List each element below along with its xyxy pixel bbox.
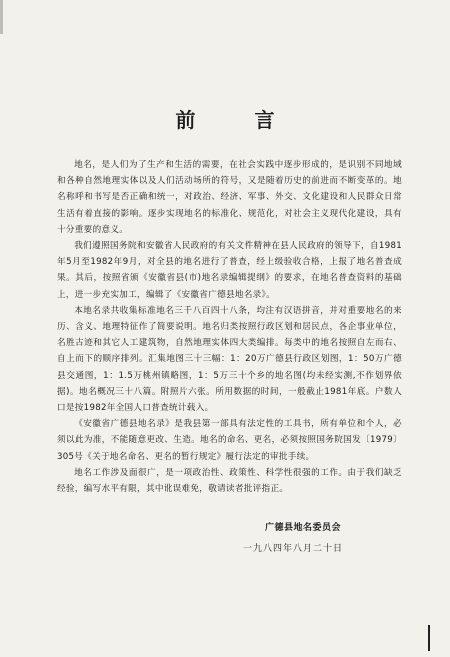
paragraph-2: 我们遵照国务院和安徽省人民政府的有关文件精神在县人民政府的领导下，自1981年5月至1982年9月，对全县的地名进行了普查，经上级验收合格，上报了地名普查成果。其后，按照省颁《安徽省县(市)地名录编辑提纲》的要求，在地名普查资料的基础上，进一步充实加工，编辑了《安徽省广德县地名录》。 xyxy=(57,241,402,300)
paragraph-1: 地名，是人们为了生产和生活的需要，在社会实践中逐步形成的，是识别不同地域和各种自然地理实体以及人们活动场所的符号，又是随着历史的前进而不断变革的。地名称呼和书写是否正确和统一，对政治、经济、军事、外交、文化建设和人民群众日常生活有着直接的影响。逐步实现地名的标准化、规范化，对社会主义现代化建设，具有十分重要的意义。 xyxy=(57,160,402,235)
paragraph-4: 《安徽省广德县地名录》是我县第一部具有法定性的工具书，所有单位和个人，必须以此为准，不能随意更改、生造。地名的命名、更名，必须按照国务院国发〔1979〕305号《关于地名命名、更名的暂行规定》履行法定的审批手续。 xyxy=(57,419,402,462)
date: 一九八四年八月二十日 xyxy=(243,544,344,554)
signature: 广德县地名委员会 xyxy=(265,523,342,533)
paragraph-3: 本地名录共收集标准地名三千八百四十八条，均注有汉语拼音，并对重要地名的来历、含义、地理特征作了简要说明。地名归类按照行政区划和居民点，各企事业单位，名胜古迹和其它人工建筑物，自然地理实体四大类编排。每类中的地名按照自左而右、自上而下的顺序排列。汇集地图三十三幅：1：20万广德县行政区划图，1：50万广德县交通图，1：1.5万桃州镇略图，1：5万三十个乡的地名图(均未经实测,不作划界依据)。地名概况三十八篇。附照片六张。所用数据的时间，一般截止1981年底。户数人口是按1982年全国人口普查统计载入。 xyxy=(57,305,402,414)
paragraph-5: 地名工作涉及面很广，是一项政治性、政策性、科学性很强的工作。由于我们缺乏经验，编写水平有限，其中讹误难免，敬请读者批评指正。 xyxy=(57,467,402,495)
document-title: 前 言 xyxy=(175,108,301,132)
body-text xyxy=(57,157,402,497)
scan-edge-mark xyxy=(428,625,430,651)
scan-edge-shadow xyxy=(0,0,3,34)
